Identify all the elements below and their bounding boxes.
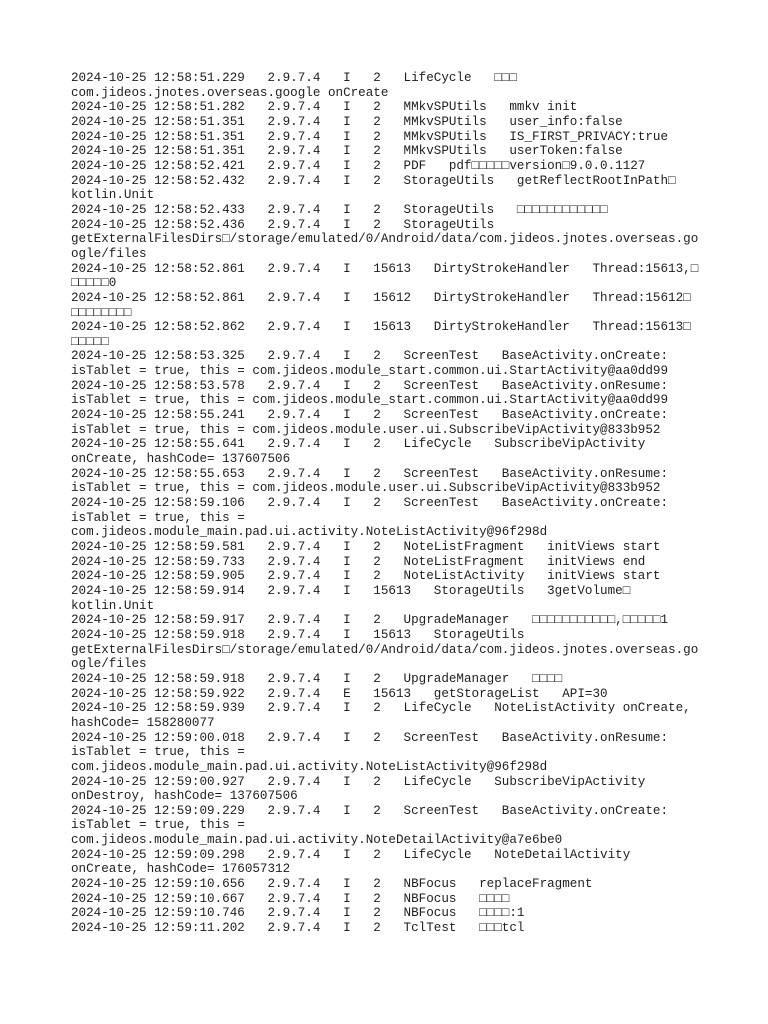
- log-entry: 2024-10-25 12:58:59.922 2.9.7.4 E 15613 getStorageList API=30: [71, 686, 608, 701]
- log-entry: 2024-10-25 12:58:59.914 2.9.7.4 I 15613 StorageUtils 3getVolume□ kotlin.Unit: [71, 583, 631, 613]
- log-entry: 2024-10-25 12:59:11.202 2.9.7.4 I 2 TclTest □□□tcl: [71, 921, 525, 936]
- log-entry: 2024-10-25 12:58:52.433 2.9.7.4 I 2 StorageUtils □□□□□□□□□□□□: [71, 202, 608, 217]
- log-entry: 2024-10-25 12:58:55.653 2.9.7.4 I 2 ScreenTest BaseActivity.onResume: isTablet = true, this = com.jideos.module.user.ui.SubscribeVipActivity@833b952: [71, 466, 669, 496]
- log-entry: 2024-10-25 12:58:59.905 2.9.7.4 I 2 NoteListActivity initViews start: [71, 569, 661, 584]
- log-entry: 2024-10-25 12:58:52.436 2.9.7.4 I 2 StorageUtils getExternalFilesDirs□/storage/emulated/0/Android/data/com.jideos.jnotes.overseas.go ogle/files: [71, 217, 699, 261]
- log-entry: 2024-10-25 12:58:59.581 2.9.7.4 I 2 NoteListFragment initViews start: [71, 540, 661, 554]
- log-entry: 2024-10-25 12:58:59.917 2.9.7.4 I 2 UpgradeManager □□□□□□□□□□□,□□□□□1: [71, 613, 669, 628]
- log-entry: 2024-10-25 12:58:59.106 2.9.7.4 I 2 ScreenTest BaseActivity.onCreate: isTablet = true, this = com.jideos.module_main.pad.ui.activity.NoteListActivity@96f298d: [71, 496, 669, 540]
- log-entry: 2024-10-25 12:59:10.746 2.9.7.4 I 2 NBFocus □□□□:1: [71, 906, 525, 921]
- log-entry: 2024-10-25 12:59:00.018 2.9.7.4 I 2 ScreenTest BaseActivity.onResume: isTablet = true, this = com.jideos.module_main.pad.ui.activity.NoteListActivity@96f298d: [71, 730, 669, 774]
- log-entry: 2024-10-25 12:58:52.432 2.9.7.4 I 2 StorageUtils getReflectRootInPath□ kotlin.Unit: [71, 173, 676, 203]
- log-entry: 2024-10-25 12:58:55.241 2.9.7.4 I 2 ScreenTest BaseActivity.onCreate: isTablet = true, this = com.jideos.module.user.ui.SubscribeVipActivity@833b952: [71, 408, 669, 437]
- log-entry: 2024-10-25 12:59:10.656 2.9.7.4 I 2 NBFocus replaceFragment: [71, 877, 593, 892]
- log-entry: 2024-10-25 12:58:52.861 2.9.7.4 I 15612 DirtyStrokeHandler Thread:15612□ □□□□□□□□: [71, 290, 691, 320]
- log-entry: 2024-10-25 12:59:09.229 2.9.7.4 I 2 ScreenTest BaseActivity.onCreate: isTablet = true, this = com.jideos.module_main.pad.ui.activity.NoteDetailActivity@a7e6be0: [71, 803, 669, 848]
- log-entry: 2024-10-25 12:58:59.918 2.9.7.4 I 15613 StorageUtils getExternalFilesDirs□/storage/emulated/0/Android/data/com.jideos.jnotes.overseas.go ogle/files: [71, 627, 699, 672]
- log-entry: 2024-10-25 12:58:51.229 2.9.7.4 I 2 LifeCycle □□□ com.jideos.jnotes.overseas.google onCreate: [71, 71, 517, 100]
- log-document: [71, 71, 711, 936]
- log-entry: 2024-10-25 12:59:10.667 2.9.7.4 I 2 NBFocus □□□□: [71, 891, 510, 906]
- log-entry: 2024-10-25 12:58:51.351 2.9.7.4 I 2 MMkvSPUtils userToken:false: [71, 144, 623, 159]
- log-entry: 2024-10-25 12:58:51.351 2.9.7.4 I 2 MMkvSPUtils user_info:false: [71, 114, 623, 129]
- log-entry: 2024-10-25 12:58:59.939 2.9.7.4 I 2 LifeCycle NoteListActivity onCreate, hashCode= 158280077: [71, 701, 691, 730]
- log-entry: 2024-10-25 12:58:52.421 2.9.7.4 I 2 PDF pdf□□□□□version□9.0.0.1127: [71, 158, 646, 173]
- log-entry: 2024-10-25 12:58:51.282 2.9.7.4 I 2 MMkvSPUtils mmkv init: [71, 100, 578, 115]
- log-entry: 2024-10-25 12:58:52.861 2.9.7.4 I 15613 DirtyStrokeHandler Thread:15613,□ □□□□□0: [71, 261, 699, 291]
- log-entry: 2024-10-25 12:58:53.578 2.9.7.4 I 2 ScreenTest BaseActivity.onResume: isTablet = true, this = com.jideos.module_start.common.ui.StartActivity@aa0dd99: [71, 378, 669, 408]
- log-entry: 2024-10-25 12:59:09.298 2.9.7.4 I 2 LifeCycle NoteDetailActivity onCreate, hashCode= 176057312: [71, 847, 631, 877]
- log-entry: 2024-10-25 12:59:00.927 2.9.7.4 I 2 LifeCycle SubscribeVipActivity onDestroy, hashCode= 137607506: [71, 774, 646, 804]
- log-entry: 2024-10-25 12:58:55.641 2.9.7.4 I 2 LifeCycle SubscribeVipActivity onCreate, hashCode= 137607506: [71, 437, 646, 467]
- log-entry: 2024-10-25 12:58:51.351 2.9.7.4 I 2 MMkvSPUtils IS_FIRST_PRIVACY:true: [71, 129, 669, 144]
- log-entry: 2024-10-25 12:58:59.733 2.9.7.4 I 2 NoteListFragment initViews end: [71, 554, 646, 569]
- log-entry: 2024-10-25 12:58:53.325 2.9.7.4 I 2 ScreenTest BaseActivity.onCreate: isTablet = true, this = com.jideos.module_start.common.ui.StartActivity@aa0dd99: [71, 349, 669, 379]
- log-entry: 2024-10-25 12:58:59.918 2.9.7.4 I 2 UpgradeManager □□□□: [71, 671, 563, 686]
- log-entry: 2024-10-25 12:58:52.862 2.9.7.4 I 15613 DirtyStrokeHandler Thread:15613□ □□□□□: [71, 320, 691, 349]
